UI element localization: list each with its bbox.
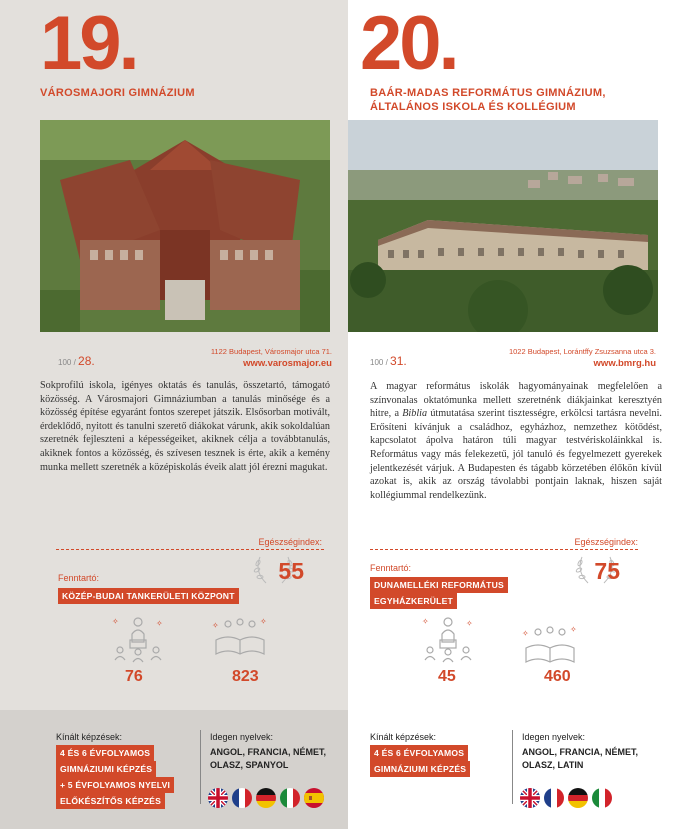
- maintainer-badge: [58, 586, 239, 604]
- program-line: GIMNÁZIUMI KÉPZÉS: [56, 761, 156, 777]
- svg-text:✧: ✧: [466, 619, 473, 628]
- divider: [56, 549, 324, 550]
- student-count: 460: [544, 668, 571, 685]
- school-name: [370, 86, 660, 114]
- svg-text:✧: ✧: [260, 617, 267, 626]
- svg-text:✧: ✧: [522, 629, 529, 638]
- flag-list: [208, 788, 324, 808]
- teacher-count: 45: [438, 668, 456, 685]
- school-description: Sokprofilú iskola, igényes oktatás és tanulás, összetartó, támogató közösség. A Városmajori Gimnáziumban a tanulás minősége és a közösség építése egyaránt fontos szerepet játszik. Elsősorban motivált, érdeklődő, nyitott és tanulni szerető diákokat várunk, akik sokoldalúan szeretnék fejleszteni a képességeiket, akiknek célja a továbbtanulás, akiknek fontos a közösség, és szívesen tesznek is érte, akik a kemény munka mellett szeretnék a középiskolás éveik alatt jól érezni magukat.: [40, 380, 330, 473]
- school-number: 19.: [40, 1, 137, 86]
- programs-label: Kínált képzések:: [370, 732, 437, 742]
- school-website-link[interactable]: www.varosmajor.eu: [243, 358, 332, 369]
- fr-flag-icon: [232, 788, 252, 808]
- students-book-icon: [210, 614, 270, 669]
- es-flag-icon: [304, 788, 324, 808]
- gb-flag-icon: [208, 788, 228, 808]
- program-line: 4 ÉS 6 ÉVFOLYAMOS: [56, 745, 154, 761]
- svg-text:✧: ✧: [422, 617, 429, 626]
- teacher-icon: [108, 614, 168, 669]
- page-reference: 100 / 28.: [58, 354, 95, 368]
- program-line: GIMNÁZIUMI KÉPZÉS: [370, 761, 470, 777]
- divider: [512, 730, 513, 804]
- student-count: 823: [232, 668, 259, 685]
- svg-text:✧: ✧: [570, 625, 577, 634]
- teacher-icon: [418, 614, 478, 669]
- languages-line: ANGOL, FRANCIA, NÉMET,: [210, 747, 326, 757]
- languages-label: Idegen nyelvek:: [522, 732, 586, 742]
- de-flag-icon: [568, 788, 588, 808]
- school-name-line: BAÁR-MADAS REFORMÁTUS GIMNÁZIUM,: [370, 87, 606, 99]
- maintainer-label: Fenntartó:: [370, 563, 412, 573]
- languages-label: Idegen nyelvek:: [210, 732, 274, 742]
- maintainer-label: Fenntartó:: [58, 573, 100, 583]
- fr-flag-icon: [544, 788, 564, 808]
- languages-list: [210, 746, 340, 772]
- divider: [370, 549, 638, 550]
- program-line: + 5 ÉVFOLYAMOS NYELVI: [56, 777, 174, 793]
- school-photo: [40, 120, 330, 332]
- svg-text:✧: ✧: [212, 621, 219, 630]
- de-flag-icon: [256, 788, 276, 808]
- program-line: ELŐKÉSZÍTŐS KÉPZÉS: [56, 793, 165, 809]
- languages-list: [522, 746, 652, 772]
- health-index-value: 75: [594, 558, 620, 584]
- health-index-label: Egészségindex:: [258, 537, 322, 547]
- programs-label: Kínált képzések:: [56, 732, 123, 742]
- languages-line: OLASZ, LATIN: [522, 760, 584, 770]
- programs-list: [56, 745, 174, 809]
- programs-list: [370, 745, 470, 777]
- school-photo: [348, 120, 658, 332]
- school-address: 1022 Budapest, Lorántffy Zsuzsanna utca 3.: [508, 347, 656, 356]
- flag-list: [520, 788, 612, 808]
- maintainer-name: KÖZÉP-BUDAI TANKERÜLETI KÖZPONT: [58, 588, 239, 604]
- school-name-line: ÁLTALÁNOS ISKOLA ÉS KOLLÉGIUM: [370, 101, 576, 113]
- svg-text:✧: ✧: [112, 617, 119, 626]
- maintainer-name: EGYHÁZKERÜLET: [370, 593, 457, 609]
- languages-line: ANGOL, FRANCIA, NÉMET,: [522, 747, 638, 757]
- it-flag-icon: [280, 788, 300, 808]
- school-website-link[interactable]: www.bmrg.hu: [593, 358, 656, 369]
- svg-text:✧: ✧: [156, 619, 163, 628]
- gb-flag-icon: [520, 788, 540, 808]
- teacher-count: 76: [125, 668, 143, 685]
- maintainer-badge: [370, 577, 508, 609]
- health-index-value: 55: [278, 558, 304, 584]
- school-card-20: [348, 0, 690, 829]
- school-number: 20.: [360, 1, 457, 86]
- page-reference: 100 / 31.: [370, 354, 407, 368]
- program-line: 4 ÉS 6 ÉVFOLYAMOS: [370, 745, 468, 761]
- school-name: VÁROSMAJORI GIMNÁZIUM: [40, 87, 195, 99]
- languages-line: OLASZ, SPANYOL: [210, 760, 289, 770]
- school-address: 1122 Budapest, Városmajor utca 71.: [210, 347, 332, 356]
- maintainer-name: DUNAMELLÉKI REFORMÁTUS: [370, 577, 508, 593]
- health-index-label: Egészségindex:: [574, 537, 638, 547]
- school-description: A magyar református iskolák hagyományainak megfelelően a színvonalas oktatómunka mellett szeretnénk diákjainkat keresztyén hitre, a Biblia útmutatása szerint tisztességre, erkölcsi tartásra nevelni. Erősíteni kívánjuk a családhoz, egyházhoz, nemzethez kötődést, kapcsolatot ápolva határon túli magyar testvériskoláinkkal is. Református vagy más felekezetű, jól tanuló és fegyelmezett gyerekek jelentkezését várjuk. A Budapesten és tágabb körzetében élőkön kívül azokat is, akik az ország távolabbi pontjain laknak, hiszen saját kollégiummal rendelkezünk.: [370, 381, 662, 501]
- divider: [200, 730, 201, 804]
- it-flag-icon: [592, 788, 612, 808]
